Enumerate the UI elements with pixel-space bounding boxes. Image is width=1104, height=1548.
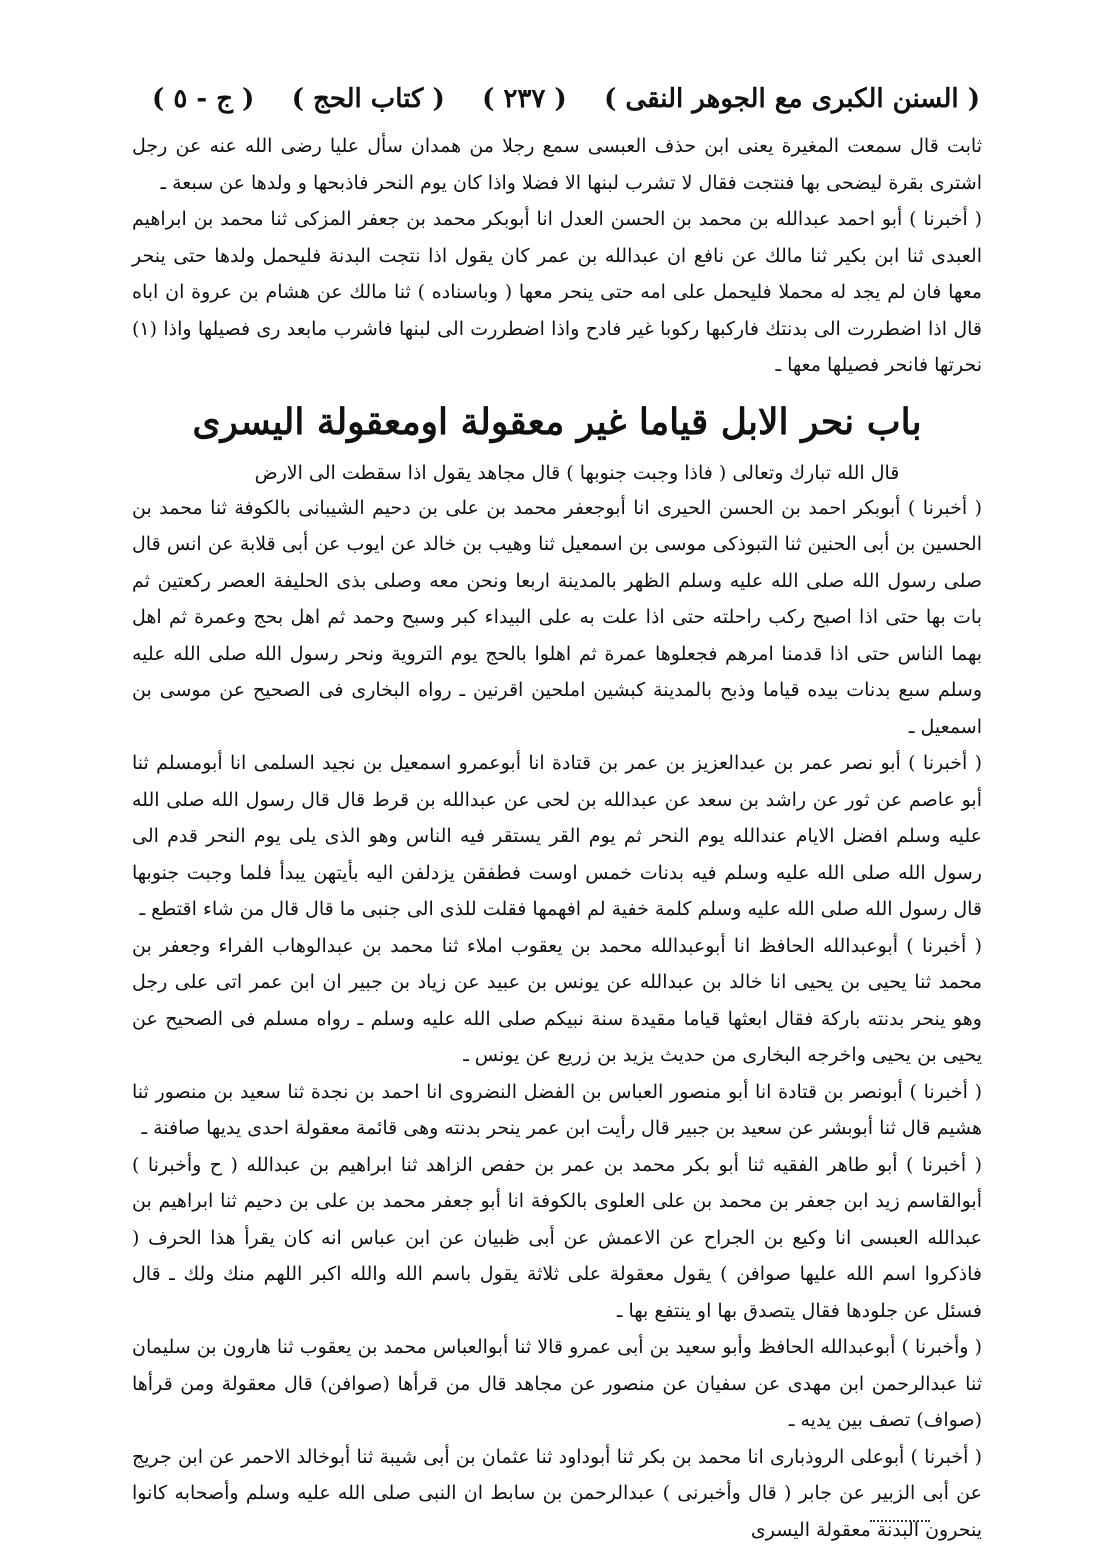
paragraph: ( وأخبرنا ) أبوعبدالله الحافظ وأبو سعيد بن أبى عمرو قالا ثنا أبوالعباس محمد بن يعقوب ثنا هارون بن سليمان ثنا عبدالرحمن ابن مهدى عن سفيان عن منصور عن مجاهد قال من قرأها (صوافن) قال معقولة ومن قرأها (صواف) تصف بين يديه ـ (132, 1329, 982, 1439)
paragraph: ( أخبرنا ) أبونصر بن قتادة انا أبو منصور العباس بن الفضل النضروى انا احمد بن نجدة ثنا سعيد بن منصور ثنا هشيم قال ثنا أبوبشر عن سعيد بن جبير قال رأيت ابن عمر ينحر بدنته وهى قائمة معقولة احدى يديها صافنة ـ (132, 1074, 982, 1147)
section-title: ( كتاب الحج ) (292, 84, 445, 114)
running-header (152, 78, 980, 120)
paragraph: ( أخبرنا ) أبوعلى الروذبارى انا محمد بن بكر ثنا أبوداود ثنا عثمان بن أبى شيبة ثنا أبوخالد الاحمر عن ابن جريج عن أبى الزبير عن جابر ( قال وأخبرنى ) عبدالرحمن بن سابط ان النبى صلى الله عليه وسلم وأصحابه كانوا ينحرون البدنة معقولة اليسرى (132, 1439, 982, 1548)
page-number: ( ٢٣٧ ) (482, 84, 567, 114)
quran-quote: قال الله تبارك وتعالى ( فاذا وجبت جنوبها ) قال مجاهد يقول اذا سقطت الى الارض (132, 456, 982, 490)
footnote-separator (870, 1520, 930, 1524)
paragraph: ( أخبرنا ) أبو احمد عبدالله بن محمد بن الحسن العدل انا أبوبكر محمد بن جعفر المزكى ثنا محمد بن ابراهيم العبدى ثنا ابن بكير ثنا مالك عن نافع ان عبدالله بن عمر كان يقول اذا نتجت البدنة فليحمل ولدها حتى ينحر معها فان لم يجد له محملا فليحمل على امه حتى ينحر معها ( وباسناده ) ثنا مالك عن هشام بن عروة ان اباه قال اذا اضطررت الى بدنتك فاركبها ركوبا غير فادح واذا اضطررت الى لبنها فاشرب مابعد رى فصيلها واذا (١) نحرتها فانحر فصيلها معها ـ (132, 201, 982, 384)
paragraph: ( أخبرنا ) أبوعبدالله الحافظ انا أبوعبدالله محمد بن يعقوب املاء ثنا محمد بن عبدالوهاب الفراء وجعفر بن محمد ثنا يحيى بن يحيى انا خالد بن عبدالله عن يونس بن عبيد عن زياد بن جبير ان ابن عمر اتى على رجل وهو ينحر بدنته باركة فقال ابعثها قياما مقيدة سنة نبيكم صلى الله عليه وسلم ـ رواه مسلم فى الصحيح عن يحيى بن يحيى واخرجه البخارى من حديث يزيد بن زريع عن يونس ـ (132, 928, 982, 1074)
volume-number: ( ج - ٥ ) (152, 84, 254, 114)
book-title: ( السنن الكبرى مع الجوهر النقى ) (604, 84, 980, 114)
paragraph: ( أخبرنا ) أبو طاهر الفقيه ثنا أبو بكر محمد بن عمر بن حفص الزاهد ثنا ابراهيم بن عبدالله ( ح وأخبرنا ) أبوالقاسم زيد ابن جعفر بن محمد بن على العلوى بالكوفة انا أبو جعفر محمد بن على بن دحيم ثنا ابراهيم بن عبدالله العبسى انا وكيع بن الجراح عن الاعمش عن أبى ظبيان عن ابن عباس انه كان يقرأ هذا الحرف ( فاذكروا اسم الله عليها صوافن ) يقول معقولة على ثلاثة يقول باسم الله والله اكبر اللهم منك ولك ـ قال فسئل عن جلودها فقال يتصدق بها او ينتفع بها ـ (132, 1147, 982, 1330)
paragraph: ( أخبرنا ) أبو نصر عمر بن عبدالعزيز بن عمر بن قتادة انا أبوعمرو اسمعيل بن نجيد السلمى انا أبومسلم ثنا أبو عاصم عن ثور عن راشد بن سعد عن عبدالله بن لحى عن عبدالله بن قرط قال قال رسول الله صلى الله عليه وسلم افضل الايام عندالله يوم النحر ثم يوم القر يستقر فيه الناس وهو الذى يلى يوم النحر قدم الى رسول الله صلى الله عليه وسلم فيه بدنات خمس اوست فطفقن يزدلفن اليه بأيتهن يبدأ فلما وجبت جنوبها قال رسول الله صلى الله عليه وسلم كلمة خفية لم افهمها فقلت للذى الى جنبى ما قال قال من شاء اقتطع ـ (132, 745, 982, 928)
chapter-title: باب نحر الابل قياما غير معقولة اومعقولة اليسرى (132, 390, 982, 454)
paragraph: ( أخبرنا ) أبوبكر احمد بن الحسن الحيرى انا أبوجعفر محمد بن على بن دحيم الشيبانى بالكوفة ثنا محمد بن الحسين بن أبى الحنين ثنا التبوذكى موسى بن اسمعيل ثنا وهيب بن خالد عن ايوب عن أبى قلابة عن انس قال صلى رسول الله صلى الله عليه وسلم الظهر بالمدينة اربعا ونحن معه وصلى بذى الحليفة العصر ركعتين ثم بات بها حتى اذا اصبح ركب راحلته حتى اذا علت به على البيداء كبر وسبح وحمد ثم اهل بحج وعمرة ثم اهل بهما الناس حتى اذا قدمنا امرهم فجعلوها عمرة ثم اهلوا بالحج يوم التروية ونحر رسول الله صلى الله عليه وسلم سبع بدنات بيده قياما وذبح بالمدينة كبشين املحين اقرنين ـ رواه البخارى فى الصحيح عن موسى بن اسمعيل ـ (132, 490, 982, 746)
paragraph: ثابت قال سمعت المغيرة يعنى ابن حذف العبسى سمع رجلا من همدان سأل عليا رضى الله عنه عن رجل اشترى بقرة ليضحى بها فنتجت فقال لا تشرب لبنها الا فضلا واذا كان يوم النحر فاذبحها و ولدها عن سبعة ـ (132, 128, 982, 201)
page-body (132, 128, 982, 1548)
